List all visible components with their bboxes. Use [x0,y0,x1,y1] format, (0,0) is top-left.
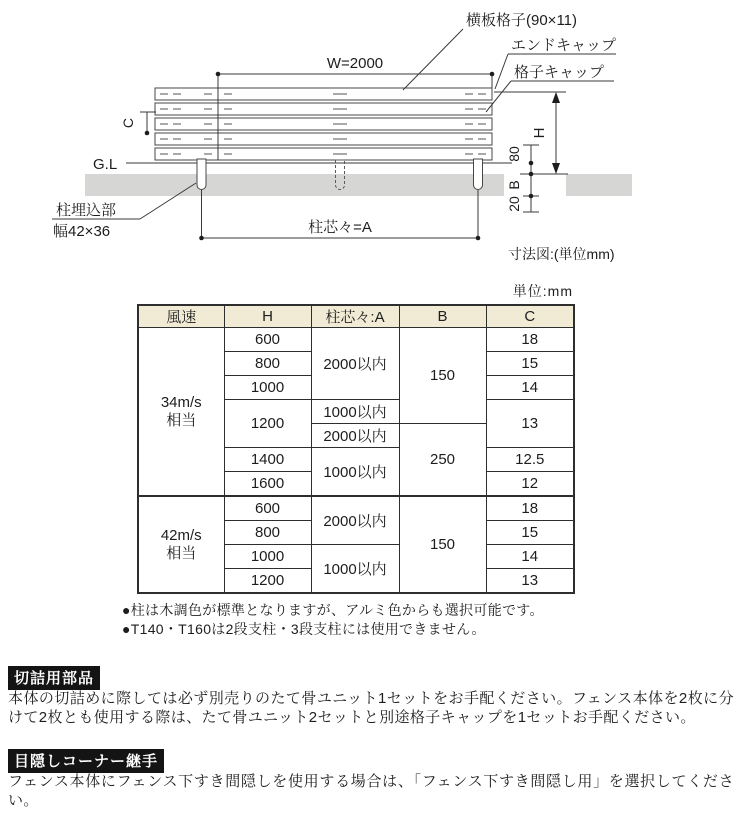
width-dimension-label: W=2000 [326,55,384,72]
wind-speed-note: 相当 [166,544,197,562]
end-cap-label: エンドキャップ [511,37,617,54]
left-embedded-post [197,159,206,190]
board-label-leader [403,29,463,90]
c-cell: 14 [486,376,574,400]
h-cell: 1400 [224,448,311,472]
column-header-h: H [224,305,311,328]
h-cell: 1000 [224,376,311,400]
column-header-post-centers: 柱芯々:A [311,305,399,328]
a-cell: 1000以内 [311,400,399,424]
section-title-cut-parts: 切詰用部品 [8,666,100,690]
c-dimension-label: C [120,117,136,129]
h-cell: 1000 [224,545,311,569]
spec-table-section [137,281,575,594]
right-embedded-post [474,159,483,190]
a-cell: 1000以内 [311,448,399,497]
c-dimension [140,112,156,132]
c-cell: 12.5 [486,448,574,472]
wind-speed-value: 42m/s [160,526,202,544]
wind-speed-note: 相当 [166,411,197,429]
table-row [138,496,574,521]
h-cell: 1200 [224,400,311,448]
note-t140-t160: ●T140・T160は2段支柱・3段支柱には使用できません。 [122,621,486,637]
c-cell: 15 [486,521,574,545]
c-cell: 18 [486,496,574,521]
board-label: 横板格子(90×11) [466,12,578,29]
diagram-caption: 寸法図:(単位mm) [508,246,615,262]
c-cell: 18 [486,328,574,352]
b-cell: 150 [399,328,486,424]
header-row [138,305,574,328]
post-embed-label-2: 幅42×36 [53,223,111,240]
column-header-b: B [399,305,486,328]
wind-speed-value: 34m/s [160,393,202,411]
section-body-cut-parts: 本体の切詰めに際しては必ず別売りのたて骨ユニット1セットをお手配ください。フェンス本体を2枚に分けて2枚とも使用する際は、たて骨ユニット2セットと別途格子キャップを1セットお手配ください。 [8,690,734,726]
b-cell: 150 [399,496,486,593]
dim-20-label: 20 [506,196,522,212]
h-dimension-label: H [531,127,548,139]
a-cell: 2000以内 [311,496,399,545]
a-cell: 1000以内 [311,545,399,594]
h-cell: 1600 [224,472,311,497]
c-cell: 13 [486,400,574,448]
column-header-wind-speed: 風速 [138,305,224,328]
c-cell: 12 [486,472,574,497]
column-header-c: C [486,305,574,328]
lattice-cap-label-leader [486,81,614,112]
lattice-cap-label: 格子キャップ [514,64,605,81]
h-cell: 600 [224,496,311,521]
h-cell: 600 [224,328,311,352]
section-title-corner-joint: 目隠しコーナー継手 [8,749,164,773]
dimension-diagram [0,0,740,272]
wind-speed-34-cell [138,328,224,497]
table-row [138,328,574,352]
post-embed-label-1: 柱埋込部 [56,202,117,219]
unit-label: 単位:mm [512,283,573,299]
wind-speed-42-cell [138,496,224,593]
a-cell: 2000以内 [311,328,399,400]
ground-line-label: G.L [93,156,118,173]
width-dimension [218,74,492,160]
c-cell: 15 [486,352,574,376]
h-cell: 800 [224,521,311,545]
h-cell: 1200 [224,569,311,594]
dim-b-label: B [506,180,522,190]
dim-80-label: 80 [506,146,522,162]
spec-table [137,304,575,594]
section-body-corner-joint: フェンス本体にフェンス下すき間隠しを使用する場合は、「フェンス下すき間隠し用」を選択してください。 [8,773,734,809]
b-cell: 250 [399,424,486,497]
post-center-label: 柱芯々=A [308,219,372,236]
c-cell: 14 [486,545,574,569]
h-cell: 800 [224,352,311,376]
note-post-color: ●柱は木調色が標準となりますが、アルミ色からも選択可能です。 [122,602,544,618]
c-cell: 13 [486,569,574,594]
a-cell: 2000以内 [311,424,399,448]
